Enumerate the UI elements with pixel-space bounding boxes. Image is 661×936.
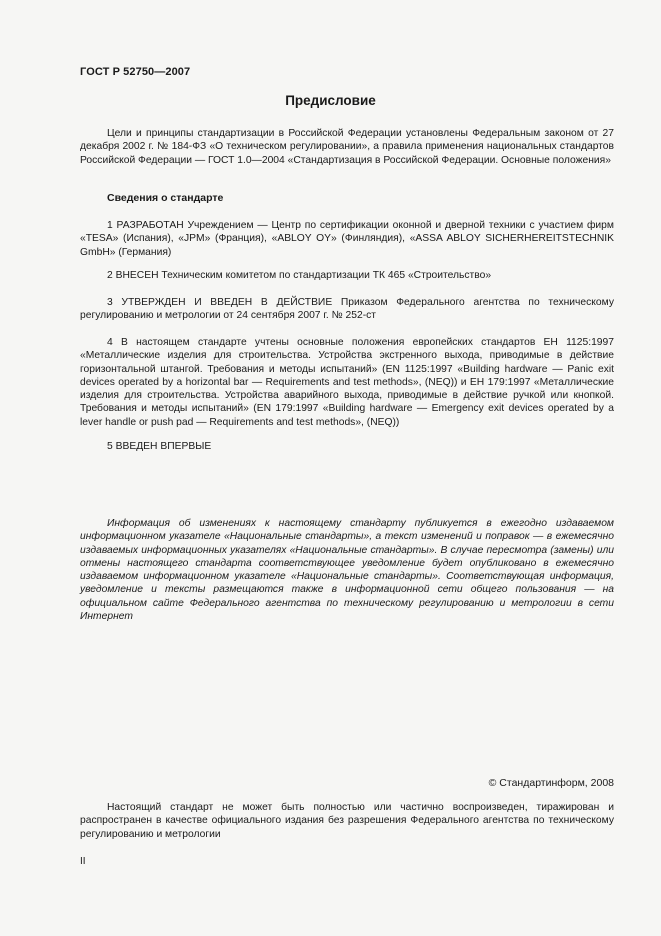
intro-paragraph: Цели и принципы стандартизации в Российской Федерации установлены Федеральным законом от 27 декабря 2002 г. № 184-ФЗ «О техническом регулировании», а правила применения национальных стандартов Российской Федерации — ГОСТ 1.0—2004 «Стандартизация в Российской Федерации. Основные положения» (80, 128, 614, 166)
item-1-developed: 1 РАЗРАБОТАН Учреждением — Центр по сертификации оконной и дверной техники с участием фирм «TESA» (Испания), «JPM» (Франция), «ABLOY OY» (Финляндия), «ASSA ABLOY SICHERHEREITSTECHNIK GmbH» (Германия) (80, 220, 614, 258)
item-5-first-introduced: 5 ВВЕДЕН ВПЕРВЫЕ (107, 441, 212, 452)
standard-code: ГОСТ Р 52750—2007 (80, 66, 191, 78)
copyright-line: © Стандартинформ, 2008 (488, 777, 614, 789)
page-title: Предисловие (285, 93, 376, 108)
item-4-european-standards: 4 В настоящем стандарте учтены основные положения европейских стандартов ЕН 1125:1997 «Металлические изделия для строительства. Устройства экстренного выхода, приводимые в действие горизонтальной штангой. Требования и методы испытаний» (EN 1125:1997 «Building hardware — Panic exit devices operated by a horizontal bar — Requirements and test methods», (NEQ)) и ЕН 179:1997 «Металлические изделия для строительства. Устройства аварийного выхода, приводимые в действие ручкой или кнопкой. Требования и методы испытаний» (EN 179:1997 «Building hardware — Emergency exit devices operated by a lever handle or push pad — Requirements and test methods», (NEQ)) (80, 337, 614, 428)
item-3-approved: 3 УТВЕРЖДЕН И ВВЕДЕН В ДЕЙСТВИЕ Приказом Федерального агентства по техническому регулированию и метрологии от 24 сентября 2007 г. № 252-ст (80, 297, 614, 322)
page-number: II (80, 856, 86, 867)
section-heading: Сведения о стандарте (107, 192, 224, 204)
reproduction-restriction: Настоящий стандарт не может быть полностью или частично воспроизведен, тиражирован и распространен в качестве официального издания без разрешения Федерального агентства по техническому регулированию и метрологии (80, 802, 614, 840)
item-2-introduced: 2 ВНЕСЕН Техническим комитетом по стандартизации ТК 465 «Строительство» (107, 270, 492, 281)
amendments-notice: Информация об изменениях к настоящему стандарту публикуется в ежегодно издаваемом информационном указателе «Национальные стандарты», а текст изменений и поправок — в ежемесячно издаваемых информационных указателях «Национальные стандарты». В случае пересмотра (замены) или отмены настоящего стандарта соответствующее уведомление будет опубликовано в ежемесячно издаваемом информационном указателе «Национальные стандарты». Соответствующая информация, уведомление и тексты размещаются также в информационной сети общего пользования — на официальном сайте Федерального агентства по техническому регулированию и метрологии в сети Интернет (80, 518, 614, 623)
